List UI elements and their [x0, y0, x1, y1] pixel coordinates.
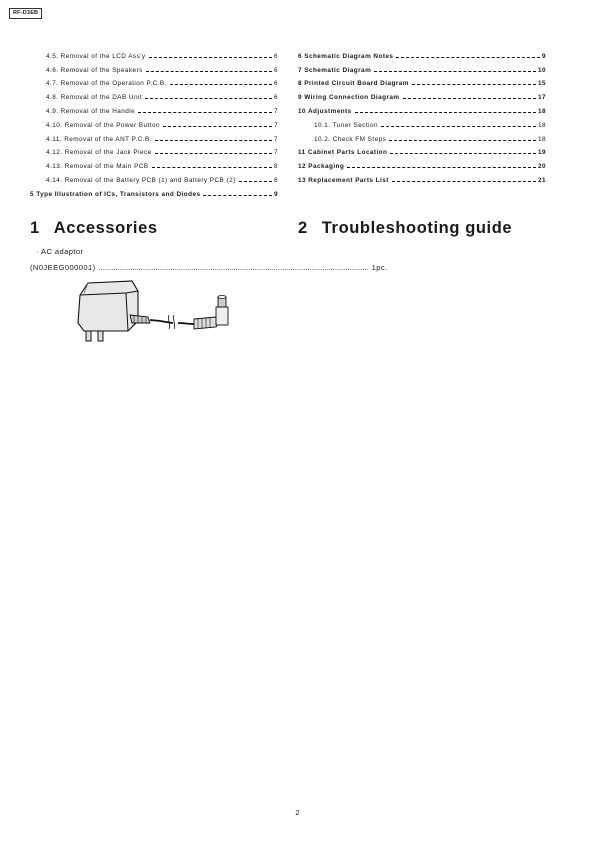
- toc-entry: [30, 87, 278, 101]
- toc-entry: [30, 156, 278, 170]
- toc-entry-label: 9 Wiring Connection Diagram: [298, 94, 400, 102]
- toc-entry-label: 4.8. Removal of the DAB Unit: [46, 94, 143, 102]
- toc-entry-page: 8: [273, 163, 278, 171]
- toc-entry-page: 7: [273, 135, 278, 143]
- section-1-title: Accessories: [53, 219, 158, 237]
- toc-entry-page: 20: [537, 163, 546, 171]
- accessory-part-number: (N0JEEG000001): [30, 263, 96, 272]
- toc-entry-label: 4.6. Removal of the Speakers: [46, 66, 143, 74]
- toc-dot-leader: [138, 112, 272, 113]
- toc-entry: [298, 129, 546, 143]
- toc-entry: [298, 46, 546, 60]
- toc-entry: [30, 115, 278, 129]
- toc-dot-leader: [392, 181, 536, 182]
- toc-entry-page: 15: [537, 80, 546, 88]
- accessory-item: · AC adaptor: [36, 247, 84, 256]
- toc-entry: [298, 101, 546, 115]
- toc-entry: [30, 46, 278, 60]
- toc-entry-page: 18: [537, 135, 546, 143]
- section-2-title: Troubleshooting guide: [321, 219, 513, 237]
- section-2-number: 2: [298, 219, 308, 237]
- toc-entry-page: 10: [537, 66, 546, 74]
- toc-entry-page: 6: [273, 52, 278, 60]
- toc-dot-leader: [389, 140, 536, 141]
- toc-dot-leader: [170, 84, 272, 85]
- toc-entry-label: 4.14. Removal of the Battery PCB (1) and Battery PCB (2): [46, 176, 236, 184]
- toc-dot-leader: [239, 181, 272, 182]
- toc-dot-leader: [152, 167, 272, 168]
- toc-dot-leader: [390, 153, 536, 154]
- toc-entry-page: 19: [537, 149, 546, 157]
- toc-dot-leader: [374, 71, 536, 72]
- toc-entry-page: 7: [273, 121, 278, 129]
- toc-entry: [298, 143, 546, 157]
- toc-entry: [298, 170, 546, 184]
- model-number: RF-D3EB: [13, 10, 39, 16]
- toc-right-column: [298, 46, 546, 184]
- toc-entry-label: 10.2. Check FM Steps: [314, 135, 387, 143]
- toc-entry-label: 5 Type Illustration of ICs, Transistors and Diodes: [30, 190, 201, 198]
- toc-entry-page: 6: [273, 66, 278, 74]
- toc-entry-page: 17: [537, 94, 546, 102]
- toc-dot-leader: [412, 84, 536, 85]
- toc-entry-label: 7 Schematic Diagram: [298, 66, 372, 74]
- toc-dot-leader: [396, 57, 540, 58]
- toc-entry: [298, 74, 546, 88]
- toc-entry: [298, 60, 546, 74]
- toc-entry-page: 8: [273, 176, 278, 184]
- toc-dot-leader: [146, 71, 272, 72]
- accessory-quantity: 1pc.: [371, 263, 388, 272]
- toc-entry-page: 9: [541, 52, 546, 60]
- toc-entry: [30, 101, 278, 115]
- ac-adaptor-illustration: [70, 277, 240, 347]
- toc-dot-leader: [163, 126, 272, 127]
- accessory-part-line: [30, 263, 388, 272]
- toc-entry-label: 4.10. Removal of the Power Button: [46, 121, 160, 129]
- toc-dot-leader: [381, 126, 536, 127]
- toc-entry: [30, 129, 278, 143]
- toc-entry: [298, 156, 546, 170]
- toc-entry: [30, 74, 278, 88]
- toc-entry-page: 6: [273, 80, 278, 88]
- page-number: 2: [295, 808, 300, 817]
- toc-entry-page: 18: [537, 107, 546, 115]
- toc-entry-label: 4.11. Removal of the ANT P.C.B.: [46, 135, 152, 143]
- toc-entry: [30, 60, 278, 74]
- toc-entry-page: 6: [273, 94, 278, 102]
- toc-entry: [30, 184, 278, 198]
- toc-dot-leader: [149, 57, 272, 58]
- section-2-heading: [298, 219, 512, 238]
- toc-entry-label: 12 Packaging: [298, 163, 345, 171]
- toc-entry-page: 7: [273, 107, 278, 115]
- accessory-dot-leader: ................................................................................................................................: [98, 263, 369, 272]
- toc-entry-label: 13 Replacement Parts List: [298, 176, 389, 184]
- toc-dot-leader: [355, 112, 536, 113]
- toc-entry: [30, 170, 278, 184]
- toc-entry-page: 21: [537, 176, 546, 184]
- toc-entry-page: 7: [273, 149, 278, 157]
- toc-entry-label: 4.12. Removal of the Jack Piece: [46, 149, 152, 157]
- section-1-number: 1: [30, 219, 40, 237]
- toc-entry-page: 18: [537, 121, 546, 129]
- toc-entry-label: 4.5. Removal of the LCD Ass'y: [46, 52, 146, 60]
- toc-dot-leader: [155, 153, 272, 154]
- toc-entry-page: 9: [273, 190, 278, 198]
- toc-dot-leader: [203, 195, 272, 196]
- toc-dot-leader: [155, 140, 272, 141]
- model-number-box: [9, 8, 42, 19]
- toc-entry: [30, 143, 278, 157]
- section-1-heading: [30, 219, 158, 238]
- toc-left-column: [30, 46, 278, 198]
- toc-entry-label: 4.13. Removal of the Main PCB: [46, 163, 149, 171]
- toc-entry-label: 8 Printed Circuit Board Diagram: [298, 80, 409, 88]
- toc-entry-label: 10.1. Tuner Section: [314, 121, 378, 129]
- toc-entry: [298, 115, 546, 129]
- toc-entry-label: 4.7. Removal of the Operation P.C.B.: [46, 80, 167, 88]
- toc-entry-label: 11 Cabinet Parts Location: [298, 149, 388, 157]
- toc-dot-leader: [403, 98, 536, 99]
- toc-dot-leader: [347, 167, 536, 168]
- toc-entry-label: 4.9. Removal of the Handle: [46, 107, 136, 115]
- toc-dot-leader: [145, 98, 272, 99]
- toc-entry-label: 6 Schematic Diagram Notes: [298, 52, 394, 60]
- toc-entry: [298, 87, 546, 101]
- toc-entry-label: 10 Adjustments: [298, 107, 352, 115]
